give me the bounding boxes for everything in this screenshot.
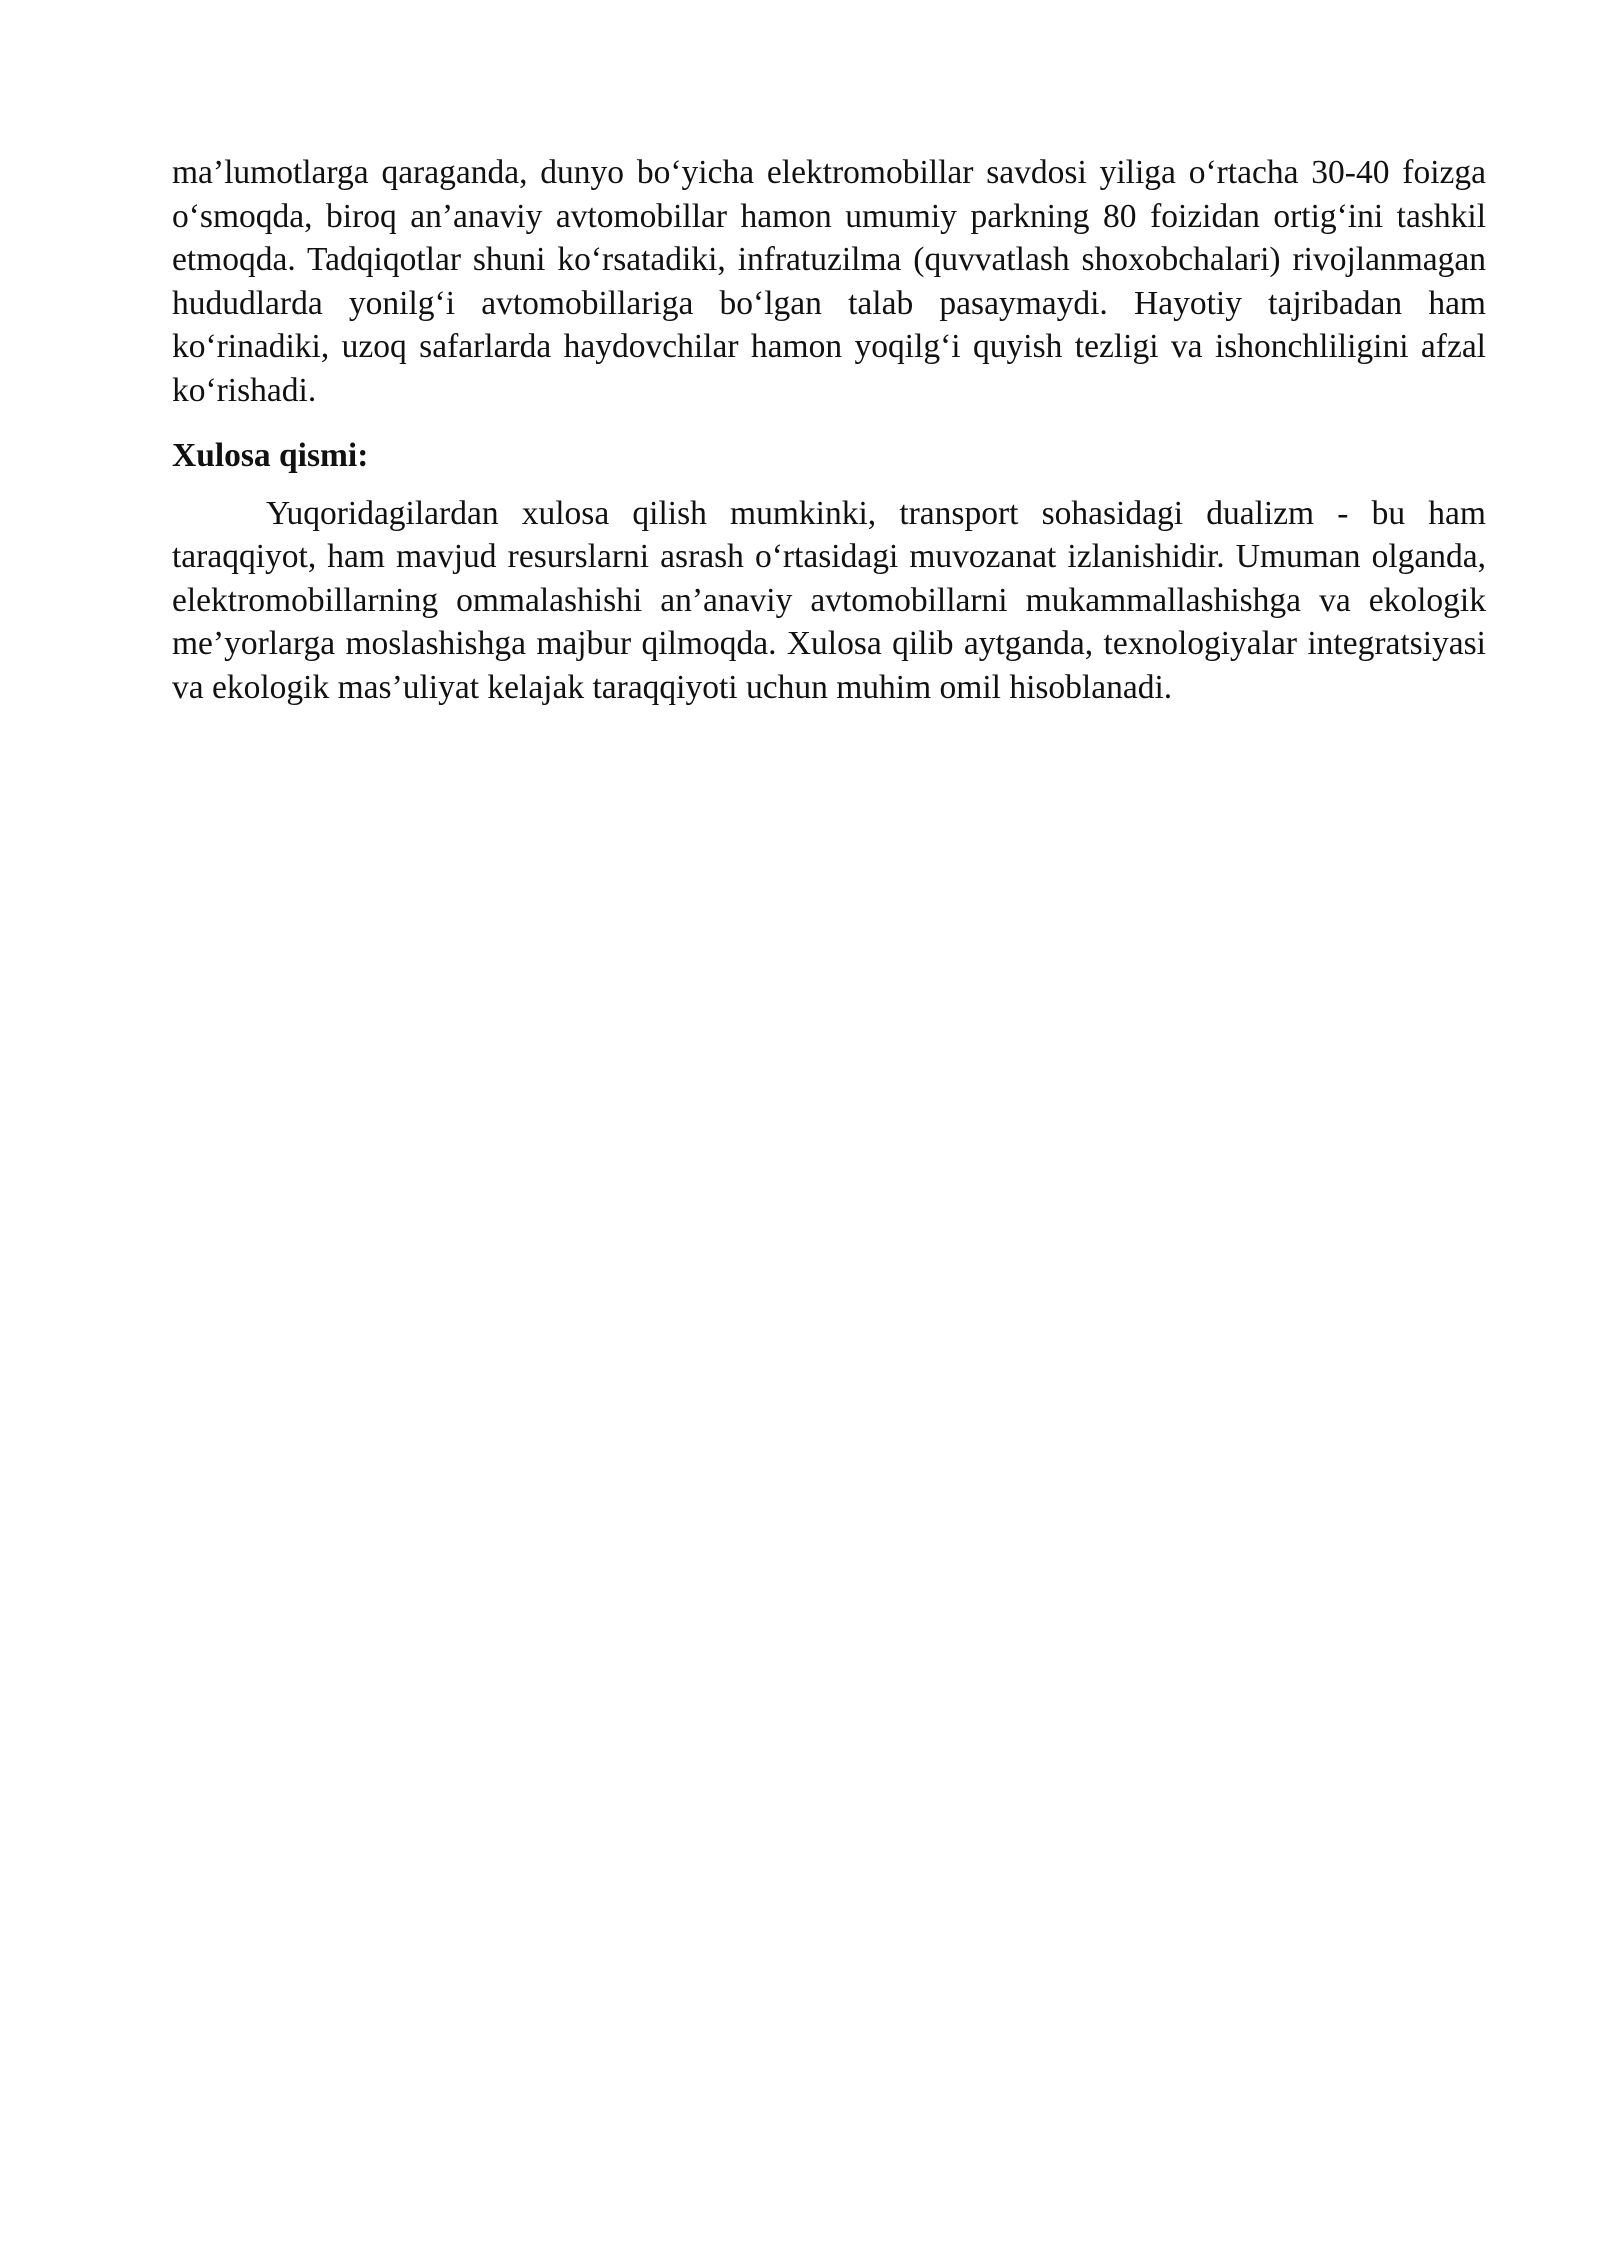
section-heading-conclusion: Xulosa qismi:: [172, 437, 369, 474]
body-paragraph-1: ma’lumotlarga qaraganda, dunyo bo‘yicha elektromobillar savdosi yiliga o‘rtacha 30-40 foizga o‘smoqda, biroq an’anaviy avtomobillar hamon umumiy parkning 80 foizidan ortig‘ini tashkil etmoqda. Tadqiqotlar shuni ko‘rsatadiki, infratuzilma (quvvatlash shoxobchalari) rivojlanmagan hududlarda yonilg‘i avtomobillariga bo‘lgan talab pasaymaydi. Hayotiy tajribadan ham ko‘rinadiki, uzoq safarlarda haydovchilar hamon yoqilg‘i quyish tezligi va ishonchliligini afzal ko‘rishadi.: [172, 154, 1486, 409]
body-paragraph-2: Yuqoridagilardan xulosa qilish mumkinki, transport sohasidagi dualizm - bu ham taraqqiyot, ham mavjud resurslarni asrash o‘rtasidagi muvozanat izlanishidir. Umuman olganda, elektromobillarning ommalashishi an’anaviy avtomobillarni mukammallashishga va ekologik me’yorlarga moslashishga majbur qilmoqda. Xulosa qilib aytganda, texnologiyalar integratsiyasi va ekologik mas’uliyat kelajak taraqqiyoti uchun muhim omil hisoblanadi.: [172, 494, 1486, 706]
document-page: [172, 151, 1486, 709]
